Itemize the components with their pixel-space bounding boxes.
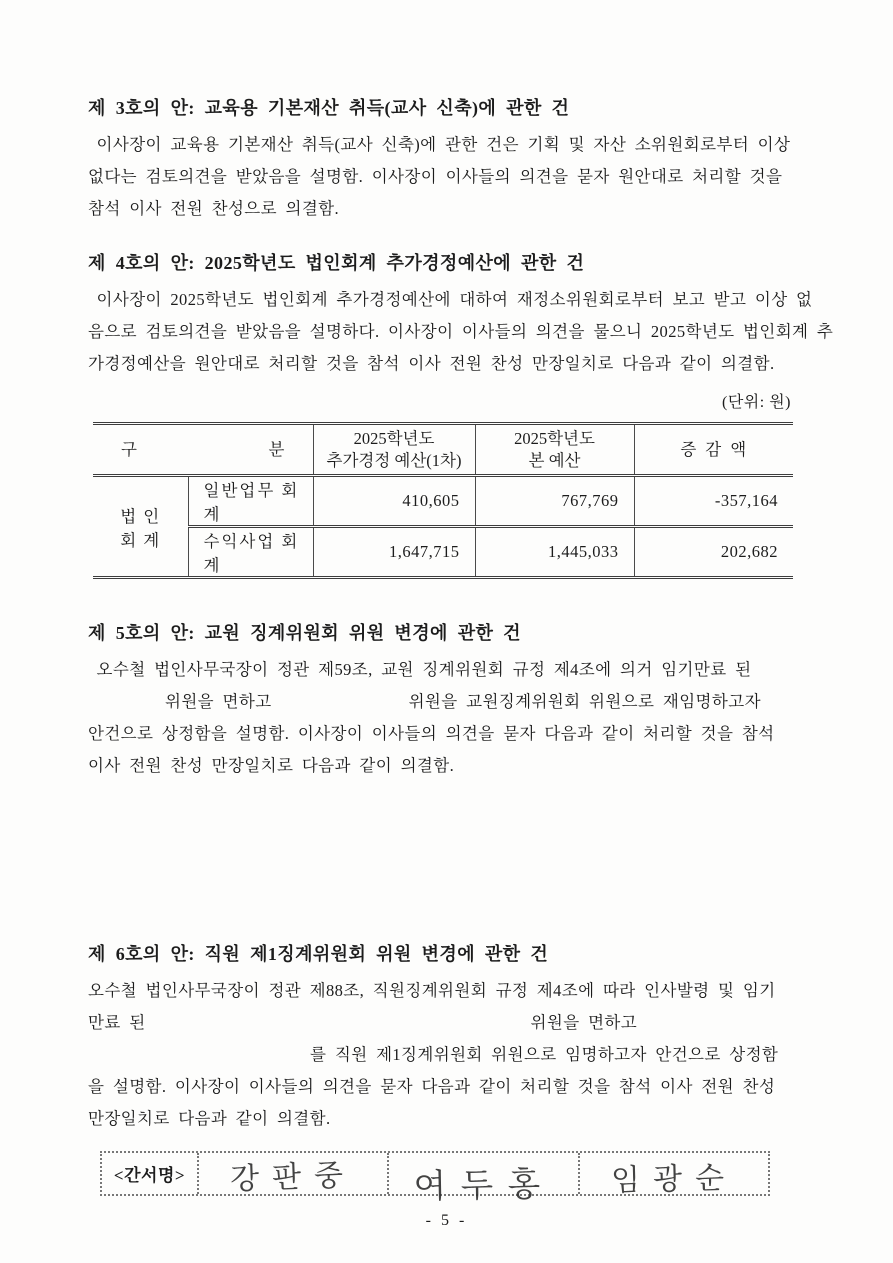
agenda-item-5: [88, 621, 805, 782]
body-text-segment: 를 직원 제1징계위원회 위원으로 임명하고자 안건으로 상정함: [310, 1045, 779, 1064]
signature-handwriting-1: 강판중: [229, 1158, 357, 1196]
body-line: 음으로 검토의견을 받았음을 설명하다. 이사장이 이사들의 의견을 물으니 2025학년도 법인회계 추: [88, 322, 834, 341]
agenda-6-heading: 제 6호의 안: 직원 제1징계위원회 위원 변경에 관한 건: [88, 944, 549, 964]
redacted-blank: [272, 706, 409, 707]
table-header-line: 추가경정 예산(1차): [326, 450, 462, 470]
signature-box: [100, 1151, 770, 1206]
table-header-main-budget: [475, 424, 634, 476]
table-cell-diff-amount: 202,682: [720, 542, 778, 561]
body-line: 을 설명함. 이사장이 이사들의 의견을 묻자 다음과 같이 처리할 것을 참석 이사 전원 찬성: [88, 1077, 776, 1096]
table-header-difference: 증감액: [634, 424, 793, 476]
body-line: 가경정예산을 원안대로 처리할 것을 참석 이사 전원 찬성 만장일치로 다음과 같이 의결함.: [88, 354, 775, 373]
signature-cell: [389, 1153, 579, 1206]
table-header-line: 2025학년도: [353, 428, 435, 448]
table-header-bun: 분: [268, 439, 285, 459]
signature-cell: [199, 1153, 389, 1194]
body-line: 이사장이 교육용 기본재산 취득(교사 신축)에 관한 건은 기획 및 자산 소위원회로부터 이상: [88, 135, 791, 154]
table-cell-main-amount: 767,769: [475, 476, 634, 527]
signature-handwriting-2: 여두홍: [412, 1165, 555, 1206]
signature-label: <간서명>: [102, 1153, 199, 1194]
body-text-segment: 위원을 면하고: [530, 1013, 638, 1032]
table-header-supplementary-budget: [313, 424, 475, 476]
redacted-blank: [88, 1059, 310, 1060]
agenda-4-heading: 제 4호의 안: 2025학년도 법인회계 추가경정예산에 관한 건: [88, 253, 585, 273]
body-text-segment: 만료 된: [88, 1013, 146, 1032]
agenda-item-3: [88, 96, 805, 225]
budget-table: [93, 422, 793, 579]
table-cell-diff-amount: -357,164: [634, 476, 793, 527]
page-number: - 5 -: [425, 1212, 468, 1229]
table-cell-account-label: 일반업무 회계: [188, 476, 313, 527]
body-line: [88, 1039, 805, 1071]
table-header-gu: 구: [121, 439, 137, 459]
body-line: 이사 전원 찬성 만장일치로 다음과 같이 의결함.: [88, 756, 455, 775]
redacted-blank: [146, 1027, 531, 1028]
body-line: 오수철 법인사무국장이 정관 제59조, 교원 징계위원회 규정 제4조에 의거 임기만료 된: [88, 660, 752, 679]
table-row: [93, 527, 793, 578]
table-row: [93, 476, 793, 527]
body-line: [88, 686, 805, 718]
body-line: 안건으로 상정함을 설명함. 이사장이 이사들의 의견을 묻자 다음과 같이 처리할 것을 참석: [88, 724, 775, 743]
signature-cell: [580, 1153, 768, 1198]
agenda-3-heading: 제 3호의 안: 교육용 기본재산 취득(교사 신축)에 관한 건: [88, 98, 570, 118]
table-unit-label: (단위: 원): [722, 394, 791, 411]
table-cell-main-amount: 1,445,033: [475, 527, 634, 578]
body-line: 오수철 법인사무국장이 정관 제88조, 직원징계위원회 규정 제4조에 따라 인사발령 및 임기: [88, 981, 776, 1000]
agenda-item-6: [88, 942, 805, 1135]
table-header-line: 본 예산: [528, 450, 581, 470]
body-text-segment: 위원을 면하고: [165, 692, 272, 711]
body-line: 없다는 검토의견을 받았음을 설명함. 이사장이 이사들의 의견을 묻자 원안대로 처리할 것을: [88, 167, 783, 186]
body-line: [88, 1007, 805, 1039]
signature-handwriting-3: 임광순: [610, 1160, 738, 1198]
body-line: 만장일치로 다음과 같이 의결함.: [88, 1109, 331, 1128]
table-cell-account-label: 수익사업 회계: [188, 527, 313, 578]
table-header-row: [93, 424, 793, 476]
table-cell-account-group: 법인회계: [93, 476, 188, 578]
redacted-blank: [88, 706, 165, 707]
table-header-category: [93, 424, 313, 476]
agenda-item-4: [88, 251, 834, 380]
table-header-line: 2025학년도: [514, 428, 595, 448]
body-line: 이사장이 2025학년도 법인회계 추가경정예산에 대하여 재정소위원회로부터 보고 받고 이상 없: [88, 290, 813, 309]
table-cell-supp-amount: 410,605: [313, 476, 475, 527]
body-text-segment: 위원을 교원징계위원회 위원으로 재임명하고자: [408, 692, 761, 711]
table-cell-supp-amount: 1,647,715: [313, 527, 475, 578]
body-line: 참석 이사 전원 찬성으로 의결함.: [88, 199, 340, 218]
agenda-5-heading: 제 5호의 안: 교원 징계위원회 위원 변경에 관한 건: [88, 623, 521, 643]
